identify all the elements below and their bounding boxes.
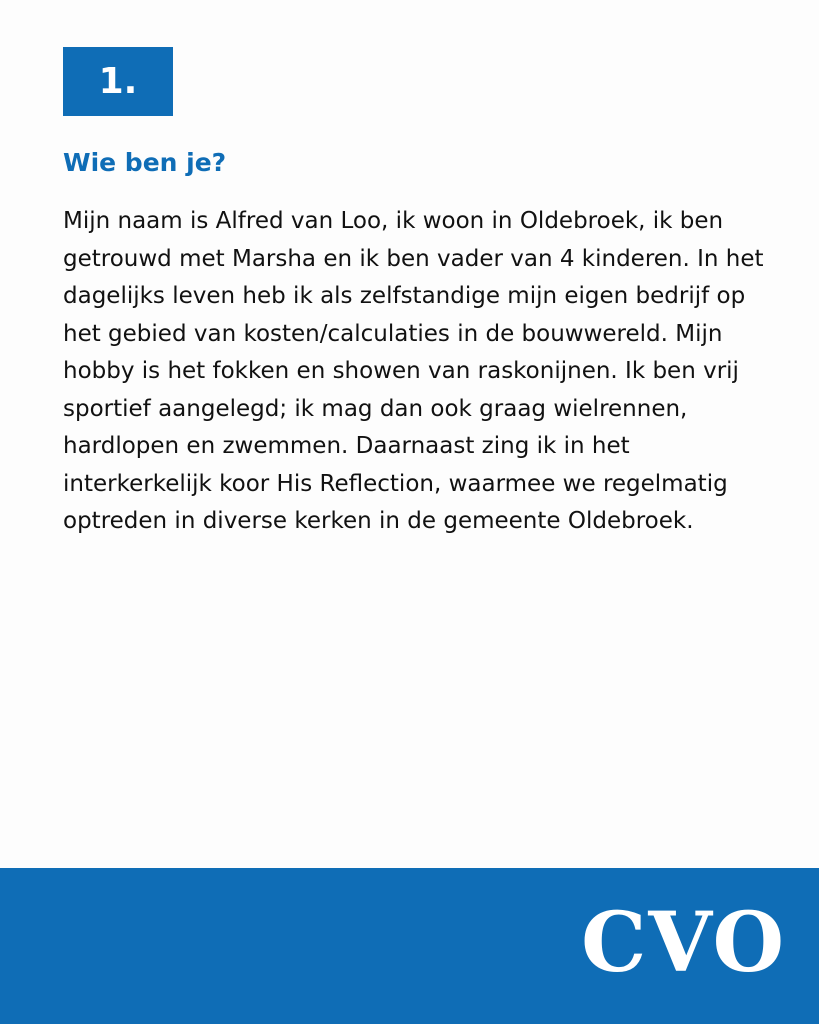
footer-bar xyxy=(0,868,819,1024)
cvo-logo: CVO xyxy=(581,895,786,991)
number-badge xyxy=(63,47,173,116)
question-heading: Wie ben je? xyxy=(63,148,227,177)
number-label: 1. xyxy=(98,60,138,102)
answer-text: Mijn naam is Alfred van Loo, ik woon in Oldebroek, ik ben getrouwd met Marsha en ik ben vader van 4 kinderen. In het dagelijks leven heb ik als zelfstandige mijn eigen bedrijf op het gebied van kosten/calculaties in de bouwwereld. Mijn hobby is het fokken en showen van raskonijnen. Ik ben vrij sportief aangelegd; ik mag dan ook graag wielrennen, hardlopen en zwemmen. Daarnaast zing ik in het interkerkelijk koor His Reflection, waarmee we regelmatig optreden in diverse kerken in de gemeente Oldebroek. xyxy=(63,208,764,534)
